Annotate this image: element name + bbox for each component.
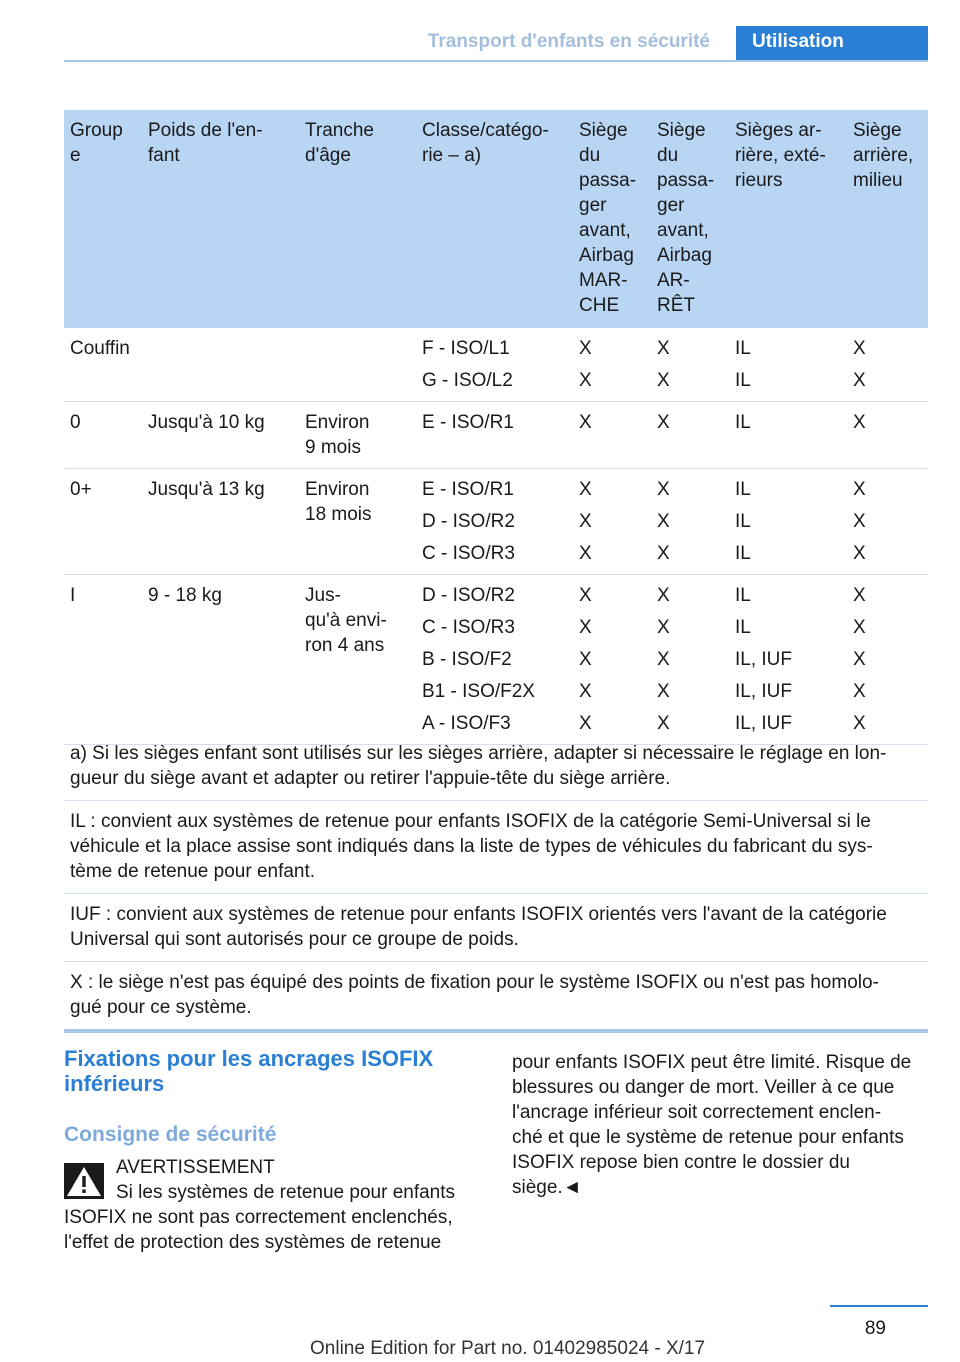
safety-subtitle: Consigne de sécurité	[64, 1123, 277, 1146]
warning-label: AVERTISSEMENT	[116, 1157, 275, 1178]
warning-text-rest: ISOFIX ne sont pas correctement enclenchés, l'effet de protection des systèmes de retenue	[64, 1207, 453, 1253]
cell-value: IL	[735, 370, 751, 391]
cell-weight: Jusqu'à 10 kg	[148, 412, 265, 433]
cell-weight: 9 - 18 kg	[148, 585, 222, 606]
warning-block	[64, 1155, 474, 1255]
cell-rear-outer	[729, 575, 847, 745]
cell-value: E - ISO/R1	[422, 412, 514, 433]
cell-age	[299, 328, 416, 402]
cell-value: X	[579, 412, 592, 433]
cell-value: IL	[735, 543, 751, 564]
cell-value: IL, IUF	[735, 713, 793, 734]
cell-rear-middle	[847, 402, 928, 469]
cell-classes	[416, 402, 573, 469]
cell-value: X	[853, 412, 866, 433]
edition-note: Online Edition for Part no. 01402985024 - X/17	[310, 1338, 706, 1359]
cell-weight: Jusqu'à 13 kg	[148, 479, 265, 500]
left-column	[64, 1046, 474, 1255]
cell-value: IL	[735, 511, 751, 532]
cell-value: X	[657, 649, 670, 670]
cell-value: X	[579, 713, 592, 734]
cell-value: X	[657, 479, 670, 500]
cell-weight	[142, 328, 299, 402]
page-header	[64, 26, 928, 62]
cell-rear-middle	[847, 575, 928, 745]
warning-text-continued: pour enfants ISOFIX peut être limité. Risque de blessures ou danger de mort. Veiller à ce que l'ancrage inférieur soit correctement enclen- ché et que le système de retenue pour enfants ISOFIX repose bien contre le dossier du siège.◄	[512, 1052, 912, 1198]
cell-front-off	[651, 469, 729, 575]
cell-value: X	[579, 479, 592, 500]
cell-front-off	[651, 575, 729, 745]
footnote: IL : convient aux systèmes de retenue pour enfants ISOFIX de la catégorie Semi-Universal si le véhicule et la place assise sont indiqués dans la liste de types de véhicules du fabricant du sys- tème de retenue pour enfant.	[64, 801, 928, 894]
cell-value: X	[657, 713, 670, 734]
cell-value: X	[657, 338, 670, 359]
cell-front-on	[573, 402, 651, 469]
cell-rear-outer	[729, 469, 847, 575]
cell-classes	[416, 469, 573, 575]
cell-value: C - ISO/R3	[422, 543, 515, 564]
cell-value: IL, IUF	[735, 681, 793, 702]
cell-group: 0+	[70, 479, 92, 500]
cell-value: X	[657, 617, 670, 638]
cell-value: X	[853, 543, 866, 564]
cell-value: X	[657, 511, 670, 532]
right-column	[512, 1050, 928, 1200]
cell-value: IL	[735, 585, 751, 606]
cell-value: X	[657, 543, 670, 564]
cell-value: E - ISO/R1	[422, 479, 514, 500]
cell-front-on	[573, 469, 651, 575]
footnote: a) Si les sièges enfant sont utilisés sur les sièges arrière, adapter si nécessaire le réglage en lon- gueur du siège avant et adapter ou retirer l'appuie-tête du siège arrière.	[64, 733, 928, 801]
isofix-table	[64, 110, 928, 745]
cell-rear-outer	[729, 328, 847, 402]
cell-value: IL, IUF	[735, 649, 793, 670]
cell-value: F - ISO/L1	[422, 338, 510, 359]
cell-value: X	[579, 617, 592, 638]
column-header: Sièges ar- rière, exté- rieurs	[735, 120, 826, 191]
cell-rear-middle	[847, 469, 928, 575]
warning-triangle-icon	[64, 1163, 104, 1199]
cell-value: X	[579, 585, 592, 606]
cell-value: X	[579, 338, 592, 359]
column-header: Classe/catégo- rie – a)	[422, 120, 549, 166]
page-number: 89	[864, 1318, 886, 1339]
table-row	[64, 328, 928, 402]
cell-value: X	[853, 370, 866, 391]
header-section-title: Transport d'enfants en sécurité	[427, 31, 710, 52]
column-header: Siège du passa- ger avant, Airbag MAR- CHE	[579, 120, 637, 316]
cell-value: X	[579, 543, 592, 564]
header-chapter-tab[interactable]: Utilisation	[736, 26, 928, 60]
cell-age: Environ 18 mois	[305, 479, 372, 525]
column-header: Poids de l'en- fant	[148, 120, 263, 166]
warning-text-first: Si les systèmes de retenue pour enfants	[116, 1182, 456, 1203]
cell-value: IL	[735, 412, 751, 433]
cell-value: IL	[735, 479, 751, 500]
cell-value: IL	[735, 617, 751, 638]
cell-value: X	[657, 585, 670, 606]
cell-value: X	[853, 713, 866, 734]
cell-front-on	[573, 328, 651, 402]
cell-value: B - ISO/F2	[422, 649, 512, 670]
cell-classes	[416, 328, 573, 402]
cell-age: Jus- qu'à envi- ron 4 ans	[305, 585, 387, 656]
cell-value: G - ISO/L2	[422, 370, 513, 391]
cell-age: Environ 9 mois	[305, 412, 370, 458]
table-row	[64, 402, 928, 469]
column-header: Siège du passa- ger avant, Airbag AR- RÊT	[657, 120, 715, 316]
cell-value: X	[853, 649, 866, 670]
cell-value: X	[579, 649, 592, 670]
cell-rear-middle	[847, 328, 928, 402]
cell-value: X	[853, 511, 866, 532]
table-header-row	[64, 110, 928, 328]
cell-classes	[416, 575, 573, 745]
cell-value: B1 - ISO/F2X	[422, 681, 535, 702]
column-header: Tranche d'âge	[305, 120, 374, 166]
column-header: Siège arrière, milieu	[853, 120, 914, 191]
cell-value: A - ISO/F3	[422, 713, 511, 734]
table-row	[64, 575, 928, 745]
page-number-rule	[830, 1305, 928, 1307]
cell-group: Couffin	[70, 338, 130, 359]
header-rule	[64, 60, 928, 62]
cell-value: X	[853, 479, 866, 500]
cell-rear-outer	[729, 402, 847, 469]
cell-value: D - ISO/R2	[422, 511, 515, 532]
cell-value: X	[579, 681, 592, 702]
table-body	[64, 328, 928, 745]
table-footnotes	[64, 733, 928, 1033]
cell-group: I	[70, 585, 76, 606]
cell-value: X	[579, 511, 592, 532]
footnote: IUF : convient aux systèmes de retenue pour enfants ISOFIX orientés vers l'avant de la catégorie Universal qui sont autorisés pour ce groupe de poids.	[64, 894, 928, 962]
table-row	[64, 469, 928, 575]
cell-value: IL	[735, 338, 751, 359]
cell-value: X	[657, 681, 670, 702]
cell-value: D - ISO/R2	[422, 585, 515, 606]
cell-value: X	[657, 412, 670, 433]
section-title: Fixations pour les ancrages ISOFIX inférieurs	[64, 1046, 434, 1096]
cell-front-on	[573, 575, 651, 745]
cell-value: X	[853, 617, 866, 638]
cell-value: X	[853, 681, 866, 702]
cell-value: X	[853, 338, 866, 359]
cell-value: X	[579, 370, 592, 391]
cell-value: C - ISO/R3	[422, 617, 515, 638]
cell-front-off	[651, 328, 729, 402]
cell-group: 0	[70, 412, 81, 433]
cell-value: X	[853, 585, 866, 606]
footnote: X : le siège n'est pas équipé des points de fixation pour le système ISOFIX ou n'est pas homolo- gué pour ce système.	[64, 962, 928, 1033]
cell-value: X	[657, 370, 670, 391]
cell-front-off	[651, 402, 729, 469]
column-header: Group e	[70, 120, 123, 166]
